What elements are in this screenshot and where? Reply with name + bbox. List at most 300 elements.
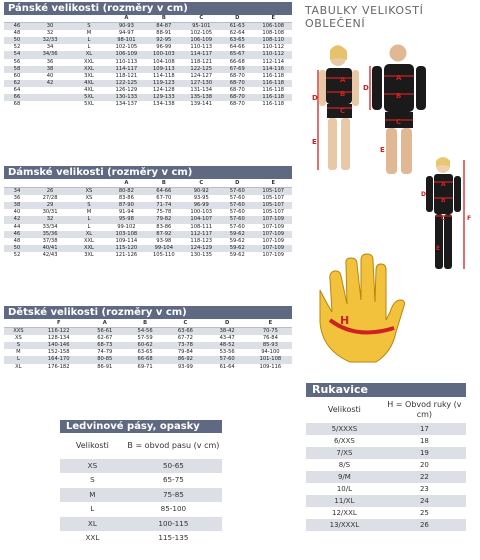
table-row <box>4 51 292 58</box>
table-row <box>60 459 222 473</box>
table-cell: 86-91 <box>97 363 113 370</box>
table-cell: XL <box>70 51 107 58</box>
table-cell: 3XL <box>84 251 94 258</box>
table-cell: 70-75 <box>249 328 292 336</box>
table-cell: 48-52 <box>206 342 249 349</box>
table-cell: 32 <box>30 216 70 223</box>
table-cell: 80-85 <box>85 356 125 363</box>
table-cell: 107-109 <box>255 231 292 238</box>
column-header: D <box>220 15 255 23</box>
table-cell: 96-99 <box>156 44 172 51</box>
table-cell: 26 <box>30 188 70 196</box>
gloves-col-size: Velikosti <box>327 405 361 414</box>
table-cell: 124-128 <box>152 86 175 93</box>
page-title: TABULKY VELIKOSTÍ OBLEČENÍ <box>305 4 424 30</box>
table-cell: 33/34 <box>42 223 58 230</box>
table-cell: 34 <box>4 188 30 196</box>
woman-label-c: C <box>340 107 346 115</box>
belts-col-size: Velikosti <box>75 441 109 450</box>
table-cell: 91-94 <box>118 209 134 216</box>
table-cell: L <box>4 356 33 363</box>
table-cell: 7/XS <box>306 447 383 459</box>
column-header <box>4 320 33 328</box>
table-cell: 4XL <box>70 80 107 87</box>
table-cell: 107-109 <box>262 223 285 230</box>
table-cell: XXL <box>83 237 94 244</box>
table-cell: 56-61 <box>85 328 125 336</box>
table-cell: 98-101 <box>108 37 145 44</box>
table-row <box>4 80 292 87</box>
table-cell: 109-113 <box>145 66 182 73</box>
table-cell: 50-65 <box>125 459 222 473</box>
table-cell: 152-158 <box>47 349 70 356</box>
table-cell: 53-56 <box>219 349 235 356</box>
table-cell: 93-98 <box>156 237 172 244</box>
table-cell: 3XL <box>84 72 94 79</box>
table-cell: 110-113 <box>190 44 213 51</box>
table-cell: 109-114 <box>115 237 138 244</box>
table-cell: 105-110 <box>152 251 175 258</box>
table-row <box>4 195 292 202</box>
column-header: C <box>165 320 205 328</box>
table-cell: 85-100 <box>160 504 187 514</box>
table-cell: 129-133 <box>145 94 182 101</box>
table-cell: 66 <box>4 94 30 101</box>
table-cell: S <box>70 202 107 209</box>
size-measurement-illustration <box>300 20 476 375</box>
belts-size-table <box>60 433 222 545</box>
table-cell: 67-69 <box>220 66 255 73</box>
table-cell: 100-103 <box>145 51 182 58</box>
table-cell: 108-108 <box>262 30 285 37</box>
table-cell: 40 <box>46 72 54 79</box>
table-cell: 134-138 <box>152 101 175 108</box>
table-row <box>4 202 292 209</box>
table-cell: 122-125 <box>183 66 220 73</box>
table-row <box>4 245 292 252</box>
column-header <box>70 15 107 23</box>
column-header: D <box>206 320 249 328</box>
hand-illustration <box>320 254 405 362</box>
table-cell: 87-92 <box>145 231 182 238</box>
table-cell: 63-65 <box>137 349 153 356</box>
column-header: B <box>145 15 182 23</box>
table-cell: 104-108 <box>152 58 175 65</box>
table-cell: 57-59 <box>137 335 153 342</box>
table-row <box>4 188 292 196</box>
table-cell: 79-82 <box>145 216 182 223</box>
table-cell: 61-63 <box>220 23 255 31</box>
table-cell: 164-170 <box>33 356 85 363</box>
column-header-row <box>4 15 292 23</box>
table-cell: 50 <box>4 37 30 44</box>
table-cell: 176-182 <box>47 363 70 370</box>
table-cell: XXL <box>70 66 107 73</box>
table-cell: 50 <box>4 245 30 252</box>
column-header: A <box>108 180 145 188</box>
table-row <box>306 447 466 459</box>
table-cell: XS <box>60 459 125 473</box>
table-cell: 42 <box>4 216 30 223</box>
table-cell: 116-118 <box>255 80 292 87</box>
table-cell: 42/43 <box>42 251 58 258</box>
table-cell: 68-70 <box>220 94 255 101</box>
table-cell: 93-95 <box>193 195 209 202</box>
table-cell: M <box>86 209 92 216</box>
table-cell: L <box>87 223 91 230</box>
table-cell: 19 <box>383 447 466 459</box>
table-row <box>306 435 466 447</box>
table-cell: 66-68 <box>229 58 245 65</box>
table-row <box>4 356 292 363</box>
table-row <box>4 94 292 101</box>
table-cell: 75-85 <box>125 488 222 502</box>
gloves-col-circumference: H = Obvod ruky (v cm) <box>387 400 462 419</box>
table-cell: 61-64 <box>219 363 235 370</box>
woman-label-e: E <box>312 138 317 146</box>
table-cell: 54 <box>4 51 30 58</box>
table-cell: 92-95 <box>145 37 182 44</box>
men-table-header: Pánské velikosti (rozměry v cm) <box>4 2 292 15</box>
table-row <box>306 423 466 435</box>
table-cell: S <box>4 342 33 349</box>
table-cell: S <box>70 23 107 31</box>
gloves-size-table <box>306 397 466 531</box>
column-header: F <box>33 320 85 328</box>
table-cell: XL <box>70 231 107 238</box>
table-cell: 130-135 <box>190 251 213 258</box>
table-cell: 30 <box>30 23 70 31</box>
table-cell: 94-100 <box>261 349 280 356</box>
table-cell: 62-67 <box>97 335 113 342</box>
table-cell: 68-70 <box>229 72 245 79</box>
table-cell: 116-122 <box>33 328 85 336</box>
table-cell: XXS <box>4 328 33 336</box>
table-cell: XS <box>85 195 93 202</box>
man-label-e: E <box>380 146 385 154</box>
table-cell: 68-70 <box>229 101 245 108</box>
table-cell: 124-129 <box>183 245 220 252</box>
column-header: B <box>125 320 165 328</box>
column-header: D <box>220 180 255 188</box>
table-cell: 135-138 <box>183 94 220 101</box>
table-cell: L <box>70 216 107 223</box>
table-cell: 60 <box>13 72 21 79</box>
table-row <box>4 87 292 94</box>
table-cell: 44 <box>13 223 21 230</box>
table-cell: 84-87 <box>145 23 182 31</box>
man-label-d: D <box>363 84 369 92</box>
table-cell: 32/33 <box>30 37 70 44</box>
table-cell: 46 <box>4 23 30 31</box>
table-cell: 87-90 <box>108 202 145 209</box>
table-row <box>4 328 292 336</box>
table-cell: 29 <box>30 202 70 209</box>
child-label-a: A <box>441 181 446 188</box>
table-row <box>60 502 222 516</box>
table-cell: 112-114 <box>262 58 285 65</box>
table-cell: L <box>87 44 91 51</box>
table-cell: 34 <box>46 44 54 51</box>
column-header <box>30 180 70 188</box>
table-cell: 43-47 <box>219 335 235 342</box>
table-cell: 106-109 <box>108 51 145 58</box>
table-cell: 63-66 <box>165 328 205 336</box>
table-cell: 68 <box>13 101 21 108</box>
table-row <box>306 459 466 471</box>
table-row <box>4 23 292 31</box>
table-cell: 116-118 <box>255 94 292 101</box>
table-cell: 86-92 <box>165 356 205 363</box>
table-cell: 90-93 <box>108 23 145 31</box>
table-row <box>4 252 292 259</box>
table-cell: 64-66 <box>145 188 182 196</box>
table-cell: 9/M <box>306 471 383 483</box>
table-cell: 54-56 <box>125 328 165 336</box>
table-cell: 106-108 <box>255 23 292 31</box>
table-cell: 12/XXL <box>332 509 357 517</box>
belts-col-waist: B = obvod pasu (v cm) <box>127 441 220 450</box>
table-cell: 68-70 <box>229 86 245 93</box>
table-cell: 59-62 <box>220 231 255 238</box>
table-cell: 20 <box>419 461 429 469</box>
man-label-c: C <box>396 118 402 126</box>
table-row <box>4 59 292 66</box>
table-cell: 115-120 <box>108 245 145 252</box>
table-cell: 119-123 <box>145 80 182 87</box>
table-cell: 65-67 <box>220 51 255 58</box>
table-cell: 126-129 <box>115 86 138 93</box>
table-cell: 30/31 <box>42 209 58 216</box>
table-cell: 107-109 <box>262 237 285 244</box>
table-cell: 100-103 <box>190 209 213 216</box>
table-cell: 52 <box>13 251 21 258</box>
table-cell: 83-86 <box>156 223 172 230</box>
table-cell: 23 <box>419 485 429 493</box>
woman-label-d: D <box>312 94 318 102</box>
women-size-table <box>4 180 292 259</box>
table-row <box>4 101 292 108</box>
table-cell: M <box>86 30 92 37</box>
table-cell: 122-125 <box>108 80 145 87</box>
table-cell: 25 <box>419 509 429 517</box>
table-cell: 48 <box>13 30 21 37</box>
column-header-row <box>4 320 292 328</box>
column-header: C <box>183 180 220 188</box>
table-cell: 75-78 <box>156 209 172 216</box>
table-cell: 114-116 <box>255 66 292 73</box>
column-header-row <box>4 180 292 188</box>
table-row <box>306 495 466 507</box>
table-row <box>4 238 292 245</box>
table-cell: 36 <box>13 195 21 202</box>
table-cell: 57-60 <box>220 216 255 223</box>
table-cell: 56 <box>13 58 21 65</box>
table-cell: 40/41 <box>30 245 70 252</box>
table-cell: 26 <box>383 519 466 531</box>
table-cell: L <box>90 504 95 514</box>
table-row <box>4 37 292 44</box>
child-label-f: F <box>467 215 472 222</box>
child-label-c: C <box>441 215 446 222</box>
table-cell: 130-133 <box>108 94 145 101</box>
table-cell: 57-60 <box>229 195 245 202</box>
table-cell: 94-97 <box>118 30 134 37</box>
table-cell: 107-109 <box>255 245 292 252</box>
table-cell: 42 <box>30 80 70 87</box>
table-cell: 66-68 <box>125 356 165 363</box>
table-cell: 46 <box>4 231 30 238</box>
table-cell: 80-82 <box>108 188 145 196</box>
table-cell: 114-117 <box>108 66 145 73</box>
table-cell: XXL <box>70 245 107 252</box>
child-label-d: D <box>421 191 426 198</box>
table-cell: 96-99 <box>183 202 220 209</box>
table-cell: XS <box>70 188 107 196</box>
kids-table-header: Dětské velikosti (rozměry v cm) <box>4 306 292 319</box>
table-cell: 110-113 <box>115 58 138 65</box>
table-cell: 105-107 <box>255 188 292 196</box>
table-cell: 93-99 <box>177 363 193 370</box>
table-cell: 107-109 <box>255 216 292 223</box>
column-header <box>4 15 30 23</box>
table-row <box>4 66 292 73</box>
table-cell: 13/XXXL <box>306 519 383 531</box>
table-cell: 116-118 <box>262 101 285 108</box>
table-cell: XXL <box>83 58 94 65</box>
column-header <box>30 15 70 23</box>
table-cell: M <box>60 488 125 502</box>
table-cell: 73-78 <box>165 342 205 349</box>
table-cell: 68-70 <box>220 80 255 87</box>
table-cell: 27/28 <box>42 195 58 202</box>
column-header: E <box>255 15 292 23</box>
column-header: B <box>145 180 182 188</box>
table-cell: 114-117 <box>183 51 220 58</box>
table-cell: 18 <box>419 437 429 445</box>
table-cell: 17 <box>383 423 466 435</box>
table-cell: 62 <box>4 80 30 87</box>
table-row <box>4 30 292 37</box>
column-header <box>70 180 107 188</box>
table-cell: 108-110 <box>255 37 292 44</box>
table-cell: 71-74 <box>145 202 182 209</box>
table-cell: 100-115 <box>125 517 222 531</box>
table-row <box>4 44 292 51</box>
table-cell: 99-102 <box>117 223 136 230</box>
table-cell: 67-70 <box>156 195 172 202</box>
table-cell: 124-127 <box>190 72 213 79</box>
table-cell: 103-108 <box>108 231 145 238</box>
table-cell: 108-111 <box>190 223 213 230</box>
gloves-table-header: Rukavice <box>306 383 466 397</box>
table-cell: 118-123 <box>190 237 213 244</box>
man-label-b: B <box>396 92 402 100</box>
table-cell: 38-42 <box>206 328 249 336</box>
man-figure <box>372 45 426 175</box>
table-cell: 116-118 <box>262 86 285 93</box>
men-size-table <box>4 15 292 108</box>
table-cell: XL <box>60 517 125 531</box>
table-cell: 65-75 <box>162 475 184 485</box>
table-cell: 109-116 <box>259 363 282 370</box>
column-header: A <box>85 320 125 328</box>
table-cell: 107-109 <box>262 251 285 258</box>
table-cell: 131-134 <box>190 86 213 93</box>
column-header: C <box>183 15 220 23</box>
table-cell: 74-79 <box>97 349 113 356</box>
table-cell: 64 <box>13 86 21 93</box>
table-cell: 52 <box>13 44 21 51</box>
table-cell: M <box>16 349 21 356</box>
table-row <box>306 507 466 519</box>
table-row <box>306 471 466 483</box>
table-row <box>4 231 292 238</box>
table-cell: 35/36 <box>30 231 70 238</box>
table-cell: 6/XXS <box>333 437 355 445</box>
table-row <box>60 517 222 531</box>
table-cell: 88-91 <box>156 30 172 37</box>
table-cell: 11/XL <box>306 495 383 507</box>
table-cell: 90-92 <box>183 188 220 196</box>
table-row <box>4 342 292 349</box>
table-row <box>60 531 222 545</box>
table-row <box>4 349 292 356</box>
table-cell: 115-135 <box>158 533 189 543</box>
column-header: A <box>108 15 145 23</box>
child-label-e: E <box>436 245 441 252</box>
man-label-a: A <box>396 74 402 82</box>
woman-label-a: A <box>340 76 346 84</box>
table-cell: 67-72 <box>177 335 193 342</box>
table-cell: 5/XXXS <box>306 423 383 435</box>
table-cell: 4XL <box>84 86 94 93</box>
table-cell: 139-141 <box>190 101 213 108</box>
table-cell: 36 <box>46 58 54 65</box>
table-row <box>4 209 292 216</box>
table-cell: 127-130 <box>183 80 220 87</box>
table-cell: 59-62 <box>220 245 255 252</box>
table-cell: 79-84 <box>177 349 193 356</box>
table-cell: 57-60 <box>220 202 255 209</box>
table-row <box>60 488 222 502</box>
table-cell: 64-66 <box>229 44 245 51</box>
child-label-b: B <box>441 197 446 204</box>
table-cell: 57-60 <box>220 188 255 196</box>
table-cell: 57-60 <box>229 209 245 216</box>
table-cell: 58 <box>4 66 30 73</box>
belts-table-header: Ledvinové pásy, opasky <box>60 420 222 433</box>
table-row <box>4 364 292 371</box>
table-cell: 114-118 <box>152 72 175 79</box>
table-cell: 10/L <box>336 485 352 493</box>
woman-label-b: B <box>340 90 346 98</box>
table-cell: XL <box>15 363 22 370</box>
table-cell: 83-86 <box>118 195 134 202</box>
table-cell <box>30 101 70 108</box>
table-cell: XXL <box>85 533 100 543</box>
table-cell: 34/36 <box>30 51 70 58</box>
kids-size-table <box>4 320 292 371</box>
table-cell: 57-60 <box>229 223 245 230</box>
table-cell: 121-126 <box>115 251 138 258</box>
table-cell: 22 <box>383 471 466 483</box>
table-cell: 134-137 <box>115 101 138 108</box>
table-cell: 40 <box>13 209 21 216</box>
table-row <box>4 224 292 231</box>
table-row <box>4 216 292 223</box>
hand-label-h: H <box>340 314 350 327</box>
